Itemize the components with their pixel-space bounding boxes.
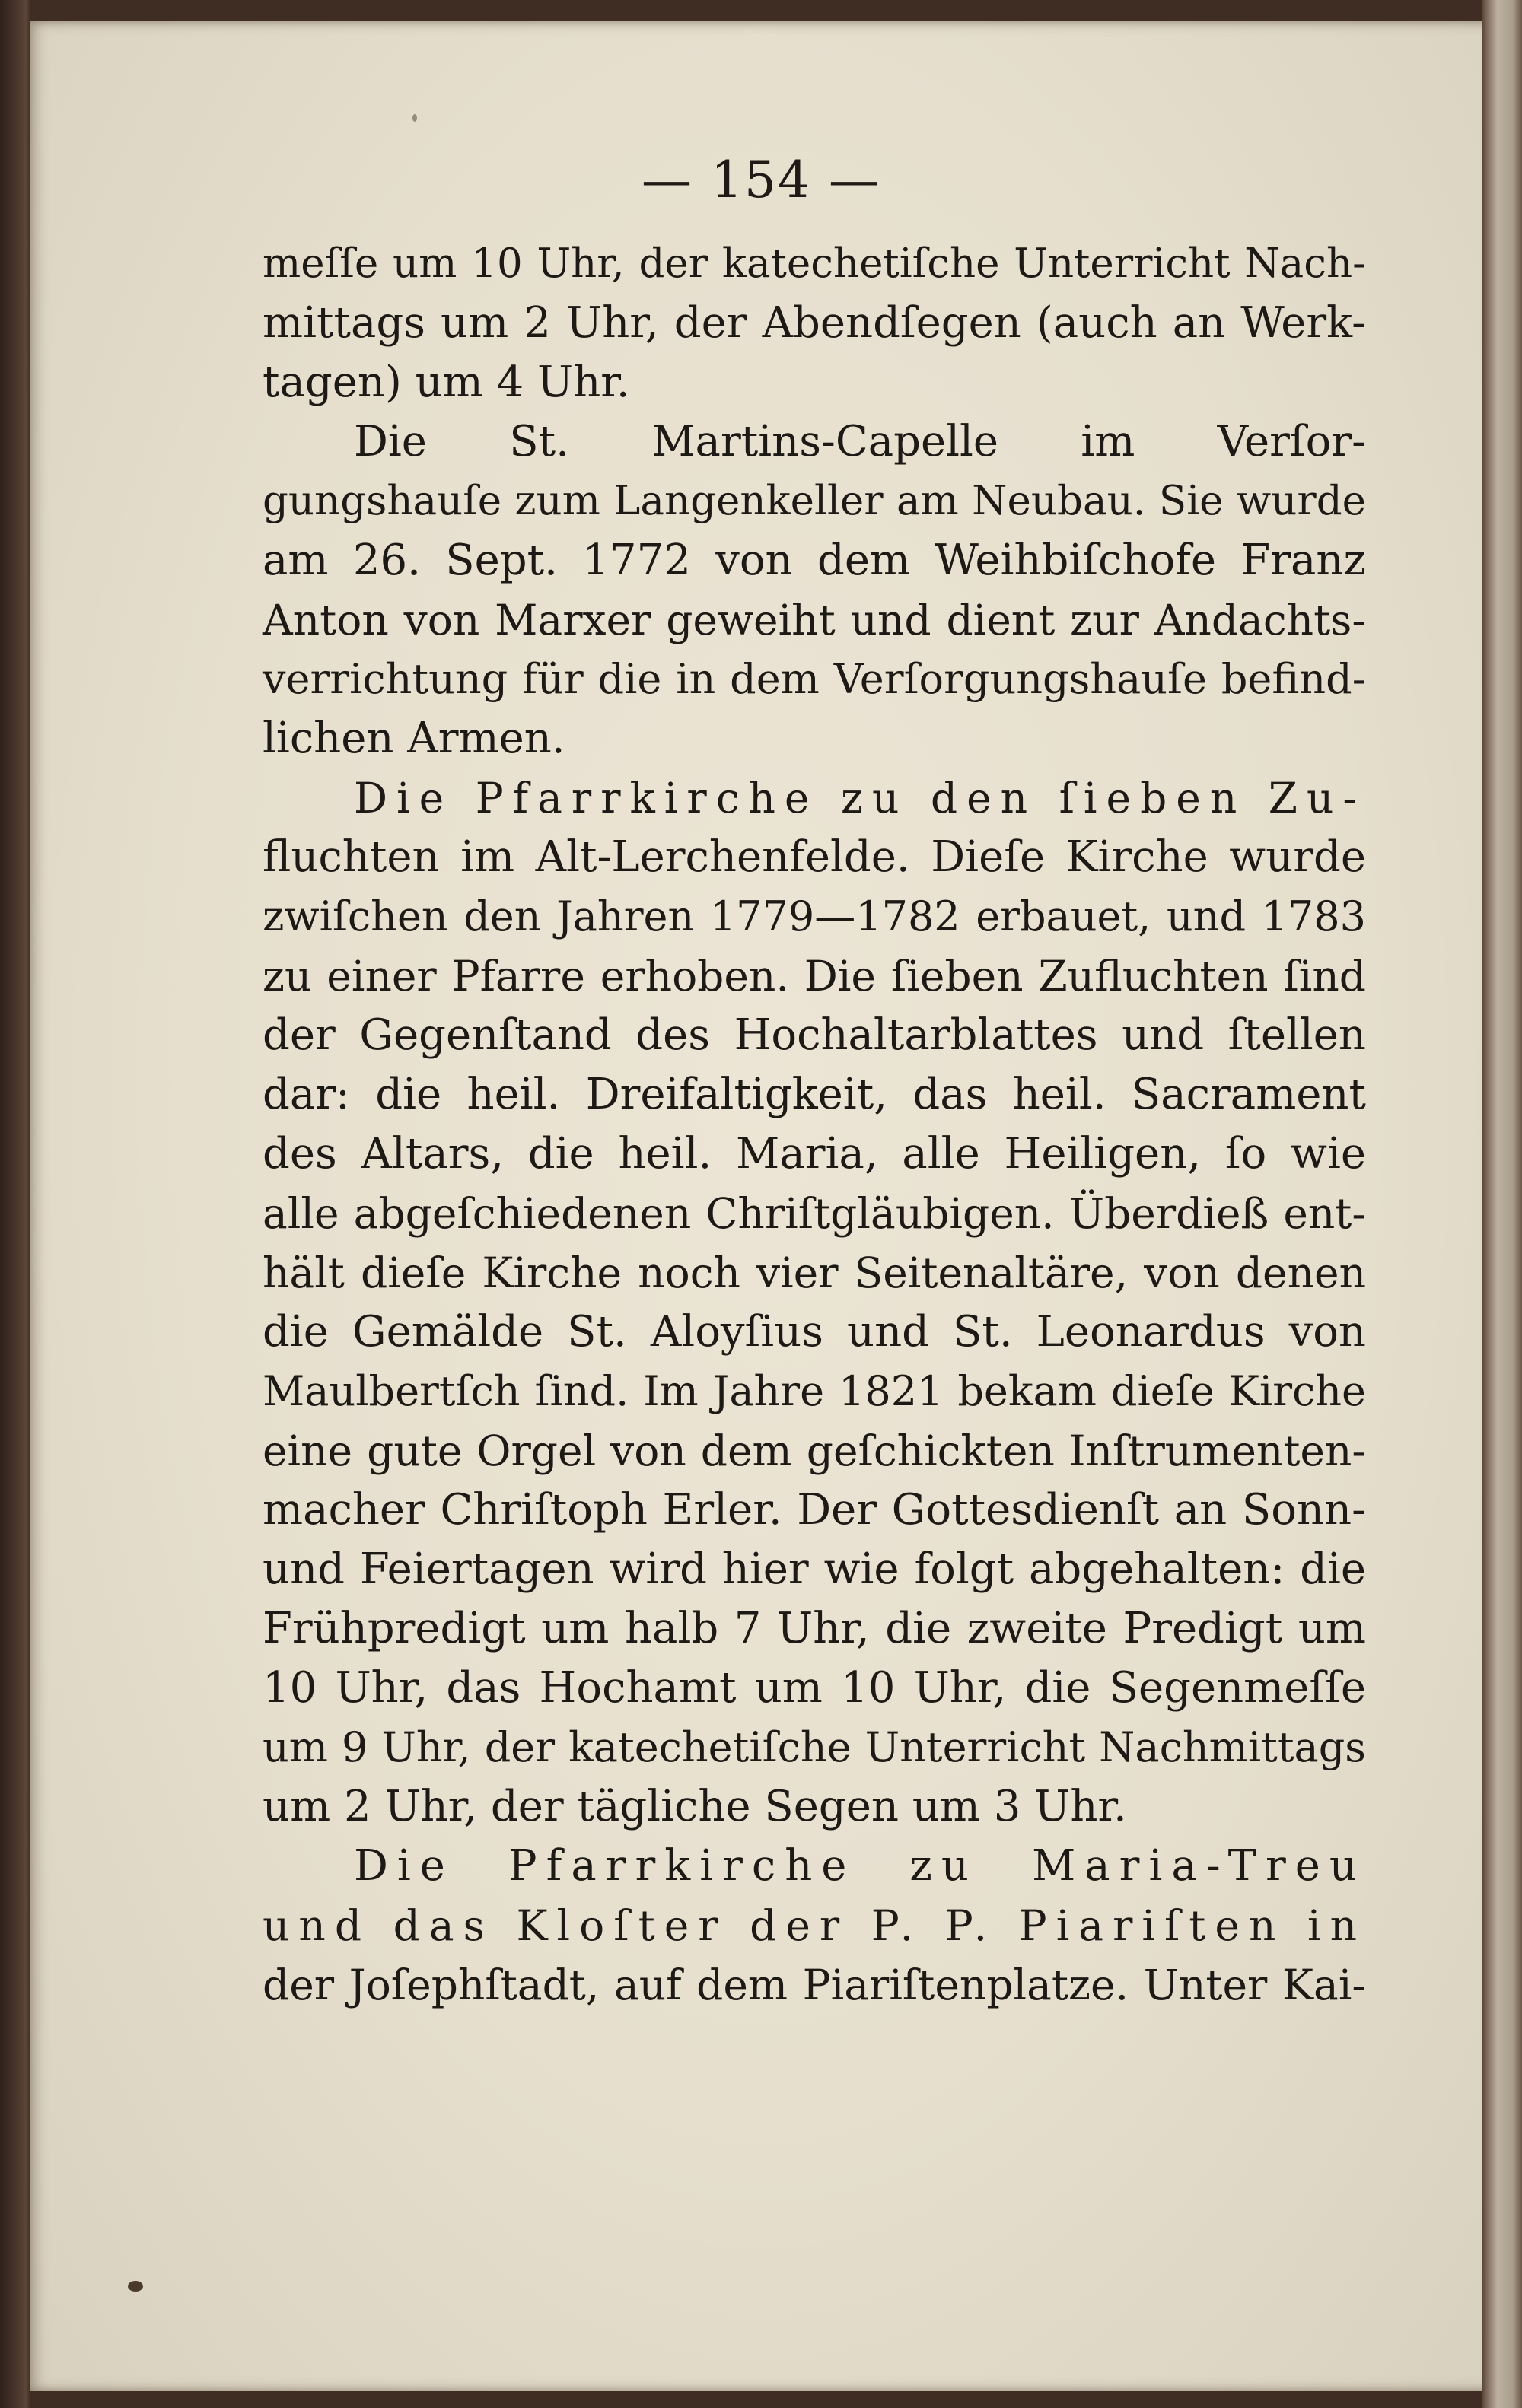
- text-line: lichen Armen.: [263, 714, 565, 763]
- text-line: und Feiertagen wird hier wie folgt abgehalten: die: [263, 1544, 1366, 1594]
- text-line: der Joſephſtadt, auf dem Piariſtenplatze. Unter Kai-: [263, 1961, 1366, 2009]
- ink-speck: [412, 114, 417, 122]
- body-text: [263, 234, 1366, 2015]
- text-line: um 2 Uhr, der tägliche Segen um 3 Uhr.: [263, 1782, 1127, 1831]
- text-line: mittags um 2 Uhr, der Abendſegen (auch an Werk-: [263, 298, 1366, 348]
- text-line: macher Chriſtoph Erler. Der Gottesdienſt an Sonn-: [263, 1485, 1366, 1535]
- text-line: fluchten im Alt-Lerchenfelde. Dieſe Kirche wurde: [263, 832, 1366, 882]
- text-line: die Gemälde St. Aloyſius und St. Leonardus von: [263, 1307, 1366, 1357]
- text-line: Maulbertſch ſind. Im Jahre 1821 bekam dieſe Kirche: [263, 1367, 1366, 1415]
- text-line: zwiſchen den Jahren 1779—1782 erbauet, und 1783: [263, 892, 1366, 940]
- text-line: meſſe um 10 Uhr, der katechetiſche Unterricht Nach-: [263, 240, 1366, 287]
- page-number-header: — 154 —: [642, 150, 880, 209]
- text-line: hält dieſe Kirche noch vier Seitenaltäre, von denen: [263, 1249, 1366, 1297]
- text-line: alle abgeſchiedenen Chriſtgläubigen. Überdieß ent-: [263, 1189, 1366, 1238]
- text-line: zu einer Pfarre erhoben. Die ſieben Zufluchten ſind: [263, 952, 1366, 1000]
- text-line: am 26. Sept. 1772 von dem Weihbiſchofe Franz: [263, 536, 1366, 585]
- text-line: um 9 Uhr, der katechetiſche Unterricht Nachmittags: [263, 1723, 1366, 1771]
- book-edge: [1482, 0, 1522, 2408]
- text-line: Frühpredigt um halb 7 Uhr, die zweite Predigt um: [263, 1604, 1366, 1653]
- text-line: 10 Uhr, das Hochamt um 10 Uhr, die Segenmeſſe: [263, 1663, 1366, 1713]
- text-line: Anton von Marxer geweiht und dient zur Andachts-: [263, 596, 1366, 644]
- ink-speck: [128, 2281, 143, 2292]
- text-line: tagen) um 4 Uhr.: [263, 358, 630, 407]
- text-line: eine gute Orgel von dem geſchickten Inſtrumenten-: [263, 1427, 1366, 1475]
- text-line: verrichtung für die in dem Verſorgungshauſe befind-: [263, 655, 1366, 703]
- text-line: und das Kloſter der P. P. Piariſten in: [263, 1901, 1366, 1950]
- text-line: der Gegenſtand des Hochaltarblattes und ſtellen: [263, 1010, 1366, 1060]
- text-line: des Altars, die heil. Maria, alle Heiligen, ſo wie: [263, 1129, 1366, 1179]
- text-line: Die Pfarrkirche zu den ſieben Zu-: [354, 774, 1366, 822]
- text-line: Die Pfarrkirche zu Maria-Treu: [354, 1841, 1366, 1891]
- text-line: gungshauſe zum Langenkeller am Neubau. Sie wurde: [263, 478, 1366, 524]
- text-line: dar: die heil. Dreifaltigkeit, das heil. Sacrament: [263, 1070, 1366, 1119]
- text-line: Die St. Martins-Capelle im Verſor-: [354, 417, 1366, 466]
